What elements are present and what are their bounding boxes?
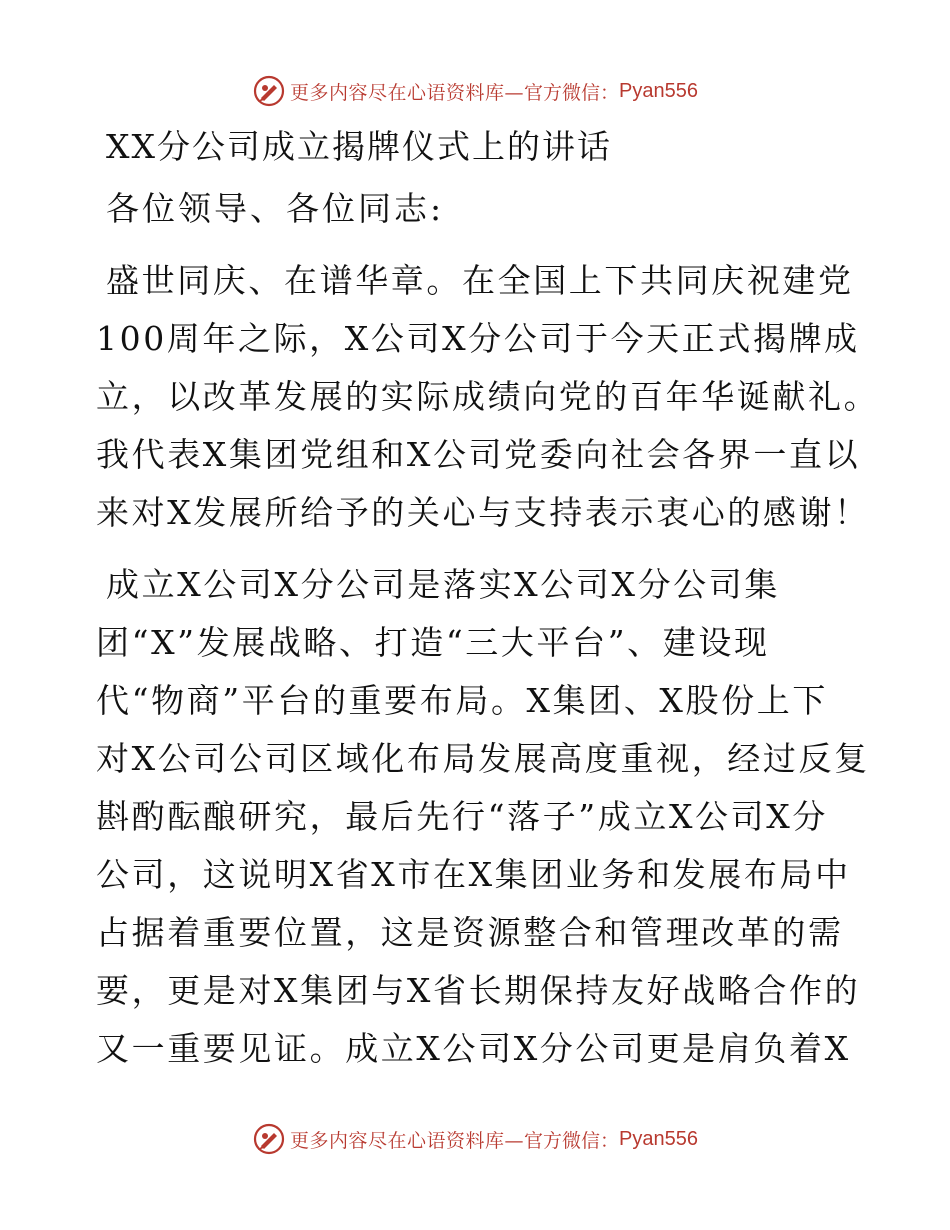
paragraph-line: 对X公司公司区域化布局发展高度重视，经过反复	[96, 739, 870, 778]
pen-logo-icon	[252, 74, 286, 108]
paragraph-line: 立，以改革发展的实际成绩向党的百年华诞献礼。	[96, 377, 880, 416]
salutation: 各位领导、各位同志:	[106, 189, 445, 228]
banner-handle: Pyan556	[619, 79, 698, 102]
document-title: XX分公司成立揭牌仪式上的讲话	[106, 127, 612, 166]
paragraph-line: 100周年之际，X公司X分公司于今天正式揭牌成	[96, 319, 860, 358]
banner-wechat-label: 官方微信：	[524, 81, 620, 104]
paragraph-line: 占据着重要位置，这是资源整合和管理改革的需	[96, 913, 844, 952]
paragraph-line: 要，更是对X集团与X省长期保持友好战略合作的	[96, 971, 861, 1010]
paragraph-line: 代“物商”平台的重要布局。X集团、X股份上下	[96, 681, 828, 720]
paragraph-line: 斟酌酝酿研究，最后先行“落子”成立X公司X分	[96, 797, 828, 836]
banner-wechat-label: 官方微信：	[524, 1129, 620, 1152]
banner-text: 更多内容尽在心语资料库—	[290, 81, 525, 104]
paragraph-line: 团“X”发展战略、打造“三大平台”、建设现	[96, 623, 770, 662]
paragraph-line: 成立X公司X分公司是落实X公司X分公司集	[106, 565, 780, 604]
paragraph-line: 盛世同庆、在谱华章。在全国上下共同庆祝建党	[106, 261, 854, 300]
header-banner	[0, 71, 950, 111]
paragraph-1	[96, 252, 880, 542]
paragraph-line: 公司，这说明X省X市在X集团业务和发展布局中	[96, 855, 851, 894]
paragraph-line: 我代表X集团党组和X公司党委向社会各界一直以	[96, 435, 861, 474]
paragraph-line: 又一重要见证。成立X公司X分公司更是肩负着X	[96, 1029, 851, 1068]
paragraph-2	[96, 556, 870, 1078]
document-body	[96, 118, 880, 1092]
footer-banner	[0, 1119, 950, 1159]
pen-logo-icon	[252, 1122, 286, 1156]
paragraph-line: 来对X发展所给予的关心与支持表示衷心的感谢！	[96, 493, 870, 532]
banner-handle: Pyan556	[619, 1127, 698, 1150]
banner-text: 更多内容尽在心语资料库—	[290, 1129, 525, 1152]
